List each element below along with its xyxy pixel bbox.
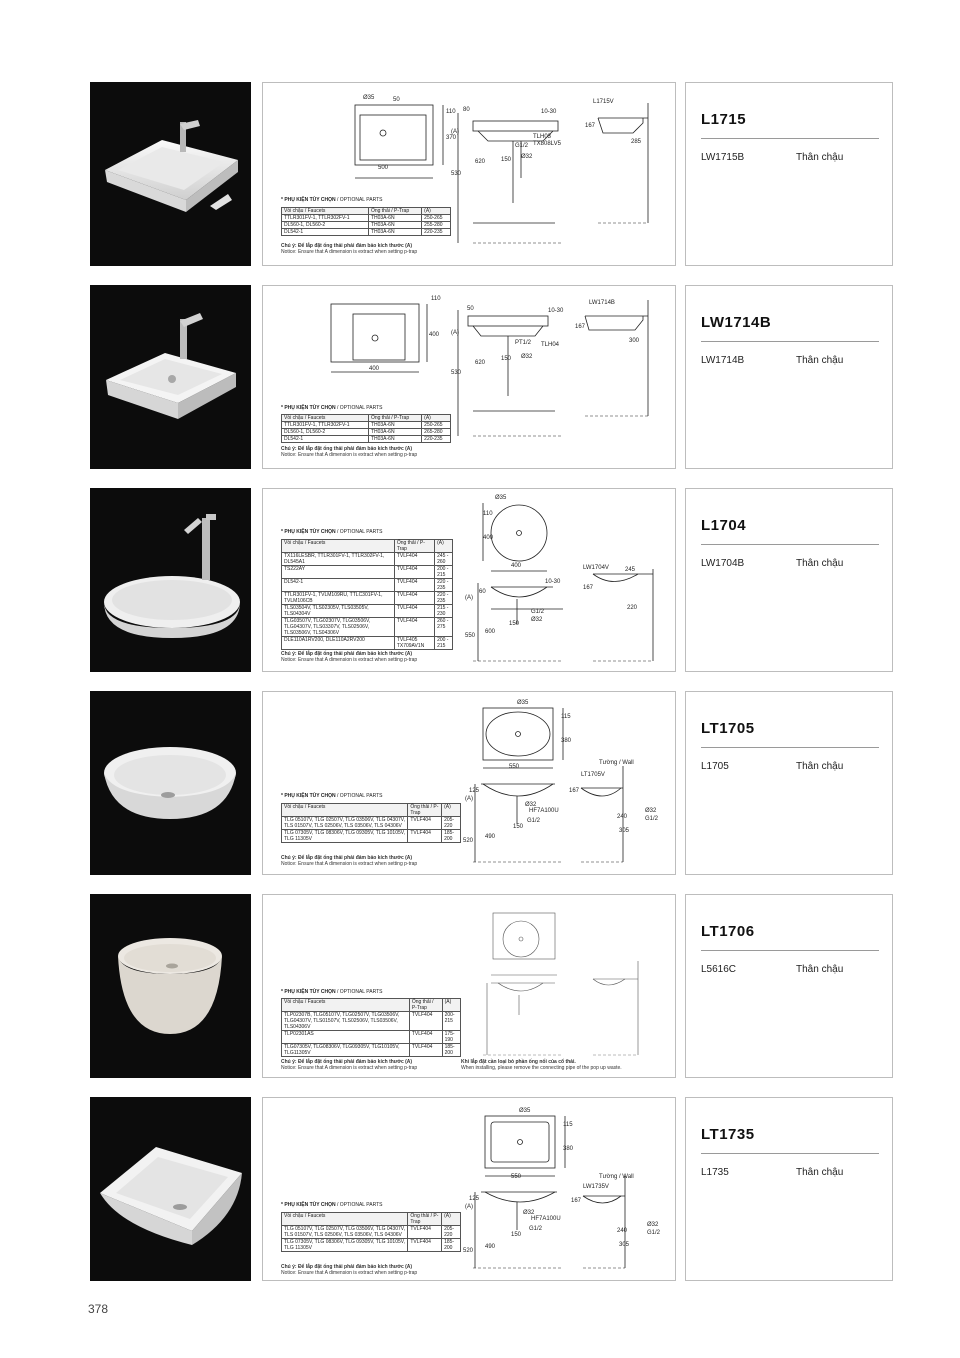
label-g12: G1/2 [529,1226,543,1232]
model-name: L1704 [701,517,747,534]
label-a: (A) [465,1204,473,1210]
dim-400-h: 400 [429,332,440,338]
label-g12: G1/2 [515,143,529,149]
technical-drawing-lt1705 [262,691,676,875]
dim-167: 167 [569,788,580,794]
dim-150: 150 [509,621,520,627]
optional-parts-title: * PHỤ KIỆN TÙY CHỌN / OPTIONAL PARTS [281,989,383,995]
optional-parts-table: Vòi chậu / Faucets Ống thải / P-Trap (A) TLP02307B, TLG05107V, TLG02507V, TLG03506V, TLG04307V, TLS01507V, TLS02506V, TLS03506V, TLS04306V TVLF404 200-215 TLP02301AS TVLF404 175-190 TLG07305V, TLG08306V, TLG09305V, TLG10105V, TLG11305V TVLF404 185-200 [281,998,461,1057]
dim-150: 150 [501,356,512,362]
part-name: Thân chậu [796,355,844,366]
optional-parts-table: Vòi chậu / Faucets Ống thải / P-Trap (A) TX116LESBR, TTLR301FV-1, TTLR302FV-1, DL545A1 TVLF404 245 - 260 TS222AY TVLF404 200 - 215 DL542-1 TVLF404 220 - 235 TTLR301FV-1, TVLM109RU, TTLC301FV-1, TVLM106CB TVLF404 220 - 235 TLS03504V, TLS02305V, TLS03505V, TLS04304V TVLF404 215 - 230 TLG03507V, TLG02307V, TLG03506V, TLG04307V, TLS03307V, TLS02506V, TLS03506V, TLS04306V TVLF404 260 - 275 DLE110A1RV200, DLE110A2RV200 TVLF405 TX709AV1N 200 - 215 [281,539,453,650]
dim-167: 167 [583,585,594,591]
label-a: (A) [451,129,459,135]
p-trap-note: Chú ý: Để lắp đặt ống thải phải đảm bảo kích thước (A) Notice: Ensure that A dimension is extract when setting p-trap [281,651,418,663]
label-hf7a100u: HF7A100U [531,1216,561,1222]
p-trap-note: Chú ý: Để lắp đặt ống thải phải đảm bảo kích thước (A) Notice: Ensure that A dimension is extract when setting p-trap [281,446,418,458]
technical-drawing-l1715 [262,82,676,266]
dim-240: 240 [617,1228,628,1234]
label-a: (A) [465,595,473,601]
model-name: LT1735 [701,1126,755,1143]
dim-380: 380 [561,738,572,744]
product-photo-l1704 [90,488,251,672]
product-photo-lt1735 [90,1097,251,1281]
part-name: Thân chậu [796,152,844,163]
part-code: LW1704B [701,558,745,569]
p-trap-note: Chú ý: Để lắp đặt ống thải phải đảm bảo kích thước (A) Notice: Ensure that A dimension is extract when setting p-trap [281,1264,418,1276]
dim-50: 50 [393,97,400,103]
dim-500: 500 [378,165,389,171]
dim-110: 110 [446,109,456,115]
dim-167: 167 [585,123,596,129]
product-info-lt1706 [685,894,893,1078]
part-code: L1705 [701,761,729,772]
dim-167: 167 [575,324,586,330]
product-photo-lw1714b [90,285,251,469]
dim-380: 380 [563,1146,574,1152]
technical-drawing-lt1706 [262,894,676,1078]
dim-115: 115 [563,1122,573,1128]
optional-parts-table: Vòi chậu / Faucets Ống thải / P-Trap (A) TLG 05107V, TLG 02507V, TLG 03506V, TLG 04307V, TLS 01507V, TLS 02506V, TLS 03506V, TLS 04306V TVLF404 205-220 TLG 07305V, TLG 08306V, TLG 09305V, TLG 10105V, TLG 11305V TVLF404 185-200 [281,803,461,843]
optional-parts-title: * PHỤ KIỆN TÙY CHỌN / OPTIONAL PARTS [281,197,383,203]
product-row-l1704 [90,488,892,672]
p-trap-note: Chú ý: Để lắp đặt ống thải phải đảm bảo kích thước (A) Notice: Ensure that A dimension is extract when setting p-trap [281,1059,418,1071]
label-tlh03: TLH03 [533,134,552,140]
optional-parts-title: * PHỤ KIỆN TÙY CHỌN / OPTIONAL PARTS [281,1202,383,1208]
dim-490: 490 [485,1244,496,1250]
dim-305: 305 [619,1242,630,1248]
dim-10-30: 10-30 [548,308,564,314]
model-name: L1715 [701,111,747,128]
label-d32: Ø32 [521,154,533,160]
dim-125: 125 [469,1196,480,1202]
label-d32b: Ø32 [645,808,657,814]
dim-620: 620 [475,360,486,366]
dim-490: 490 [485,834,496,840]
part-name: Thân chậu [796,964,844,975]
label-g12: G1/2 [531,609,545,615]
product-row-lt1706 [90,894,892,1078]
dim-10-30: 10-30 [545,579,561,585]
dim-520: 520 [463,838,474,844]
dim-d35: Ø35 [363,95,375,101]
dim-620: 620 [475,159,486,165]
dim-150: 150 [513,824,524,830]
dim-305: 305 [619,828,630,834]
product-photo-lt1706 [90,894,251,1078]
product-photo-l1715 [90,82,251,266]
divider [701,950,879,951]
label-wall: Tường / Wall [599,760,634,766]
part-code: LW1714B [701,355,745,366]
part-code: LW1715B [701,152,745,163]
technical-drawing-l1704 [262,488,676,672]
part-code: L5616C [701,964,737,975]
dim-550: 550 [465,633,476,639]
label-g12: G1/2 [527,818,541,824]
label-tlh04: TLH04 [541,342,560,348]
dim-110: 110 [483,511,493,517]
product-row-lw1714b [90,285,892,469]
dim-530: 530 [451,370,462,376]
optional-parts-table: Vòi chậu / Faucets Ống thải / P-Trap (A) TTLR301FV-1, TTLR302FV-1 TH03A-6N 250-265 DL560-1, DL560-2 TH03A-6N 255-280 DL542-1 TH03A-6N 220-235 [281,207,451,236]
product-info-lt1735 [685,1097,893,1281]
product-info-lw1714b [685,285,893,469]
dim-d35: Ø35 [495,495,507,501]
model-name: LW1714B [701,314,772,331]
dim-520: 520 [463,1248,474,1254]
label-hf7a100u: HF7A100U [529,808,559,814]
model-name: LT1705 [701,720,755,737]
technical-drawing-lt1735 [262,1097,676,1281]
label-d32: Ø32 [523,1210,535,1216]
popup-waste-note: Khi lắp đặt cần loại bỏ phần ống nối của cổ thải. When installing, please remove the connecting pipe of the pop up waste. [461,1059,622,1071]
optional-parts-title: * PHỤ KIỆN TÙY CHỌN / OPTIONAL PARTS [281,529,383,535]
dim-245: 245 [625,567,636,573]
label-d32: Ø32 [521,354,533,360]
dim-400-h: 400 [483,535,494,541]
product-info-l1704 [685,488,893,672]
optional-parts-title: * PHỤ KIỆN TÙY CHỌN / OPTIONAL PARTS [281,405,383,411]
product-row-l1715 [90,82,892,266]
label-d32: Ø32 [525,802,537,808]
optional-parts-table: Vòi chậu / Faucets Ống thải / P-Trap (A) TLG 05107V, TLG 02507V, TLG 03506V, TLG 04307V, TLS 01507V, TLS 02506V, TLS 03506V, TLS 04306V TVLF404 205-220 TLG 07305V, TLG 08306V, TLG 09305V, TLG 10105V, TLG 11305V TVLF404 185-200 [281,1212,461,1252]
part-name: Thân chậu [796,558,844,569]
label-pt12: PT1/2 [515,340,532,346]
divider [701,544,879,545]
product-row-lt1705 [90,691,892,875]
dim-60: 60 [479,589,486,595]
label-g12b: G1/2 [645,816,659,822]
dim-115: 115 [561,714,571,720]
technical-drawing-lw1714b [262,285,676,469]
dim-50: 50 [467,306,474,312]
label-tx808lv5: TX808LV5 [533,141,561,147]
label-g12b: G1/2 [647,1230,661,1236]
dim-150: 150 [501,157,512,163]
dim-400-w: 400 [369,366,380,372]
dim-550: 550 [511,1174,522,1180]
part-code: L1735 [701,1167,729,1178]
label-a: (A) [451,330,459,336]
dim-125: 125 [469,788,480,794]
dim-167: 167 [571,1198,582,1204]
divider [701,747,879,748]
label-l1715v: L1715V [593,99,614,105]
divider [701,341,879,342]
dim-d35: Ø35 [517,700,529,706]
dim-530: 530 [451,171,462,177]
label-lw1714b: LW1714B [589,300,615,306]
product-info-lt1705 [685,691,893,875]
dim-600: 600 [485,629,496,635]
dim-10-30: 10-30 [541,109,557,115]
dim-285: 285 [631,139,642,145]
divider [701,1153,879,1154]
dim-150: 150 [511,1232,522,1238]
part-name: Thân chậu [796,1167,844,1178]
dim-d35: Ø35 [519,1108,531,1114]
optional-parts-table: Vòi chậu / Faucets Ống thải / P-Trap (A) TTLR301FV-1, TTLR302FV-1 TH03A-6N 250-265 DL560-1, DL560-2 TH03A-6N 265-280 DL542-1 TH03A-6N 220-235 [281,414,451,443]
product-info-l1715 [685,82,893,266]
model-name: LT1706 [701,923,755,940]
label-a: (A) [465,796,473,802]
dim-80: 80 [463,107,470,113]
part-name: Thân chậu [796,761,844,772]
dim-220: 220 [627,605,638,611]
p-trap-note: Chú ý: Để lắp đặt ống thải phải đảm bảo kích thước (A) Notice: Ensure that A dimension is extract when setting p-trap [281,855,418,867]
divider [701,138,879,139]
product-row-lt1735 [90,1097,892,1281]
label-lw1704v: LW1704V [583,565,609,571]
dim-400-w: 400 [511,563,522,569]
dim-370: 370 [446,135,457,141]
label-wall: Tường / Wall [599,1174,634,1180]
label-d32: Ø32 [531,617,543,623]
dim-300: 300 [629,338,640,344]
page-number: 378 [88,1302,109,1316]
label-lt1705v: LT1705V [581,772,605,778]
p-trap-note: Chú ý: Để lắp đặt ống thải phải đảm bảo kích thước (A) Notice: Ensure that A dimension is extract when setting p-trap [281,243,418,255]
label-lw1735v: LW1735V [583,1184,609,1190]
label-d32b: Ø32 [647,1222,659,1228]
product-photo-lt1705 [90,691,251,875]
optional-parts-title: * PHỤ KIỆN TÙY CHỌN / OPTIONAL PARTS [281,793,383,799]
dim-110: 110 [431,296,441,302]
dim-240: 240 [617,814,628,820]
dim-550: 550 [509,764,520,770]
